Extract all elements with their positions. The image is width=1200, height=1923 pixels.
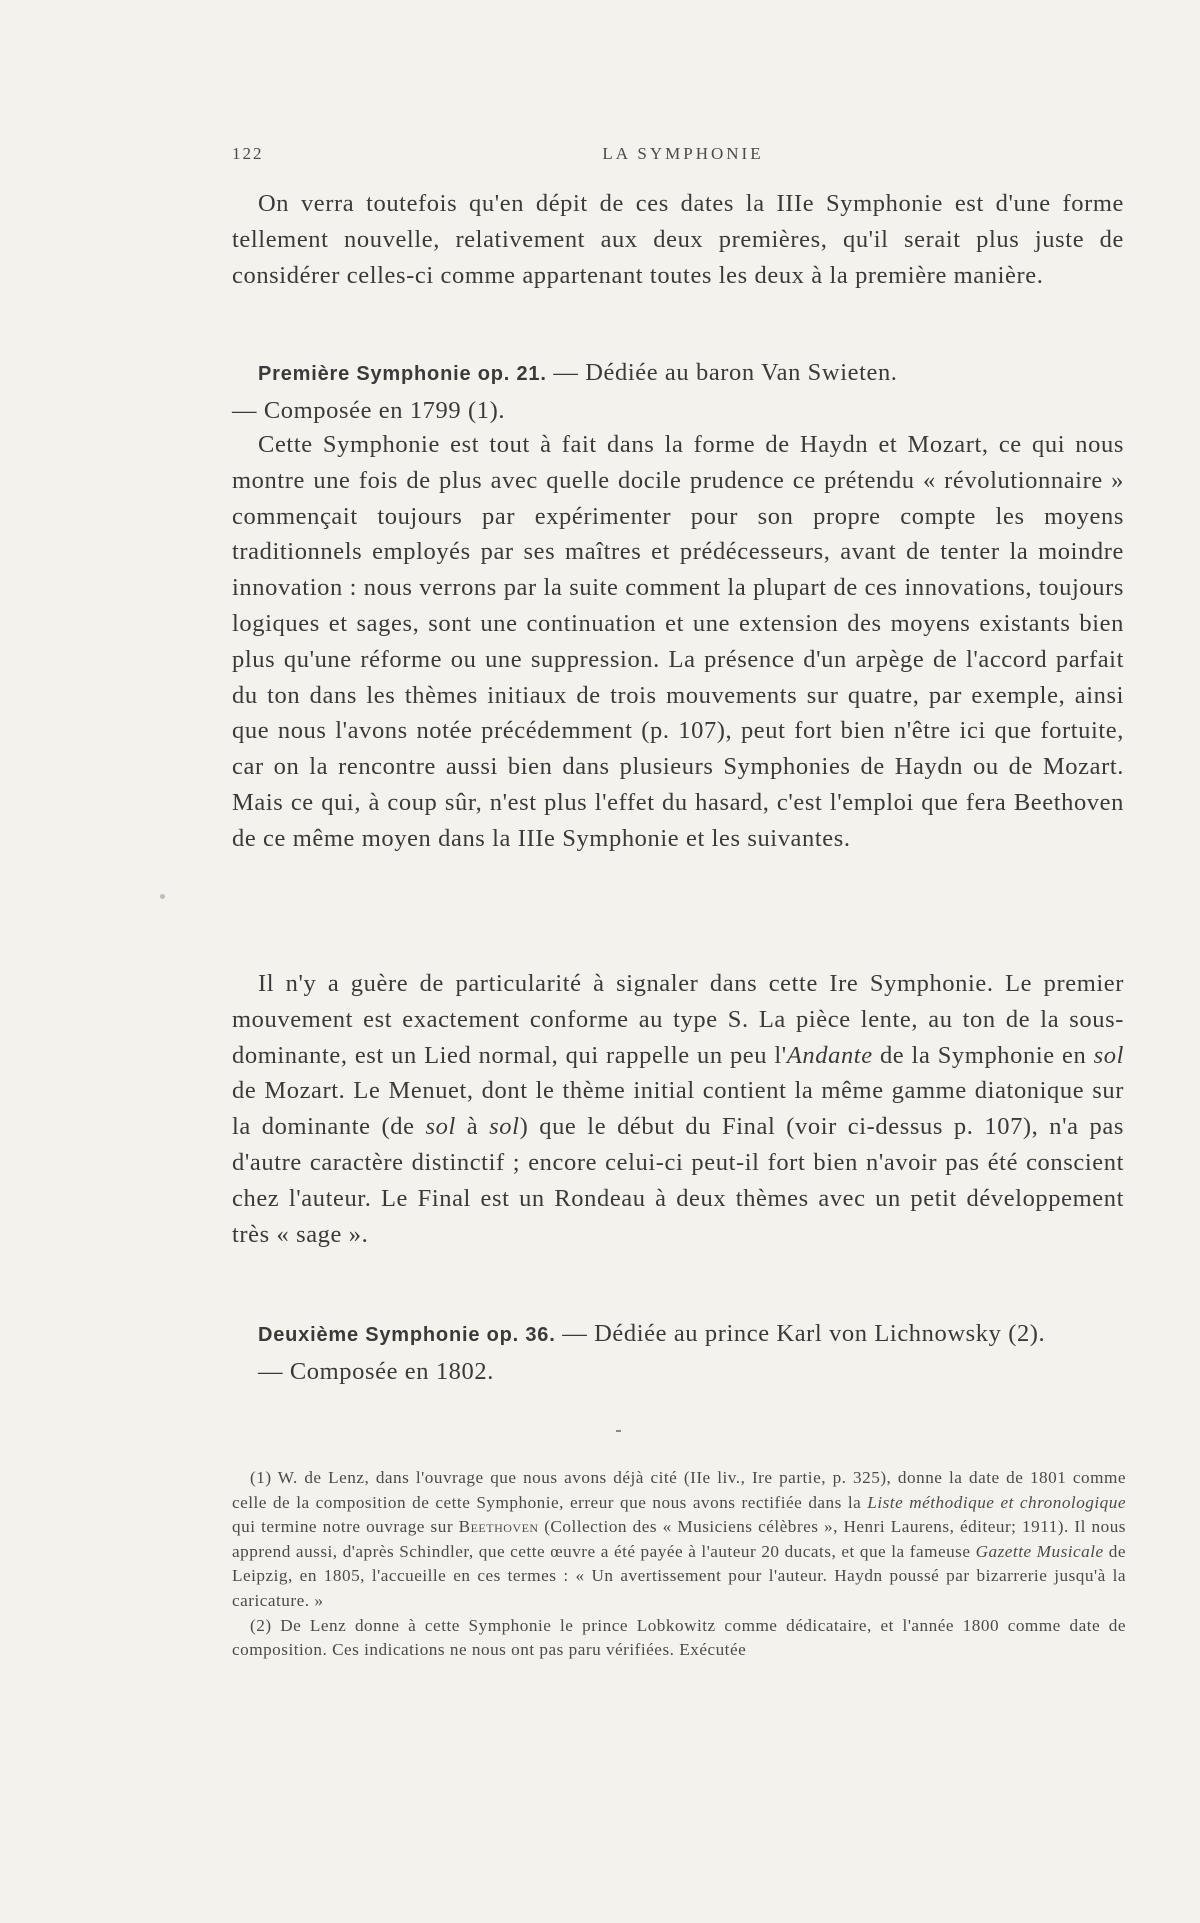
heading-line [232,355,1124,393]
small-caps-run: Beethoven [458,1517,539,1537]
footnote-separator [616,1430,621,1432]
section-heading-first-symphony [232,355,1124,429]
heading-dedication: — Dédiée au baron Van Swieten. [553,359,898,386]
paragraph-first-symphony [232,427,1124,857]
paragraph-text [232,966,1124,1252]
paragraph-text: On verra toutefois qu'en dépit de ces dates la IIIe Symphonie est d'une forme tellement nouvelle, relativement aux deux premières, qu'il serait plus juste de considérer celles-ci comme appartenant toutes les deux à la première manière. [232,190,1124,289]
text-run: à [455,1113,490,1141]
heading-title: Première Symphonie op. 21. [258,363,547,385]
heading-composed: — Composée en 1802. [258,1357,494,1385]
italic-run: sol [1093,1041,1124,1069]
running-header [232,144,1134,166]
heading-line [232,1316,1124,1354]
paragraph-text: Cette Symphonie est tout à fait dans la forme de Haydn et Mozart, ce qui nous montre une fois de plus avec quelle docile prudence ce prétendu « révolutionnaire » commençait toujours par expérimenter pour son propre compte les moyens traditionnels employés par ses maîtres et prédécesseurs, avant de tenter la moindre innovation : nous verrons par la suite comment la plupart de ces innovations, toujours logiques et sages, sont une continuation et une extension des moyens existants bien plus qu'une réforme ou une suppression. La présence d'un arpège de l'accord parfait du ton dans les thèmes initiaux de trois mouvements sur quatre, par exemple, ainsi que nous l'avons notée précédemment (p. 107), peut fort bien n'être ici que fortuite, car on la rencontre aussi bien dans plusieurs Symphonies de Haydn ou de Mozart. Mais ce qui, à coup sûr, n'est plus l'effet du hasard, c'est l'emploi que fera Beethoven de ce même moyen dans la IIIe Symphonie et les suivantes. [232,431,1124,852]
italic-run: Gazette Musicale [975,1541,1104,1561]
heading-dedication: — Dédiée au prince Karl von Lichnowsky (2). [562,1320,1046,1347]
paragraph-first-symphony-details [232,966,1124,1252]
text-run: de Mozart. Le Menuet, dont le thème initial contient la même gamme diatonique sur la dominante (de [232,1077,1124,1141]
heading-composed: — Composée en 1799 (1). [232,396,506,424]
footnotes [232,1466,1126,1663]
footnote-1 [232,1466,1126,1614]
page-number: 122 [232,144,264,163]
section-heading-second-symphony [232,1316,1124,1390]
text-run: de Leipzig, en 1805, l'accueille en ces termes : « Un avertissement pour l'auteur. Haydn poussé par bizarrerie jusqu'à la caricature. » [232,1541,1126,1610]
heading-title: Deuxième Symphonie op. 36. [258,1324,556,1346]
paragraph-intro [232,186,1124,293]
margin-speck [160,894,165,899]
text-run: (Collection des « Musiciens célèbres », Henri Laurens, éditeur; 1911). Il nous apprend aussi, d'après Schindler, que cette œuvre a été payée à l'auteur 20 ducats, et que la fameuse [232,1517,1126,1561]
text-run: de la Symphonie en [872,1041,1094,1069]
italic-run: sol [425,1113,456,1141]
footnote-2: (2) De Lenz donne à cette Symphonie le prince Lobkowitz comme dédicataire, et l'année 1800 comme date de composition. Ces indications ne nous ont pas paru vérifiées. Exécutée [232,1615,1126,1660]
italic-run: Liste méthodique et chronologique [867,1492,1126,1512]
text-run: qui termine notre ouvrage sur [232,1517,459,1537]
text-run: (1) W. de Lenz, dans l'ouvrage que nous avons déjà cité (IIe liv., Ire partie, p. 325), donne la date de 1801 comme celle de la composition de cette Symphonie, erreur que nous avons rectifiée dans la [232,1468,1126,1512]
text-run: Il n'y a guère de particularité à signaler dans cette Ire Symphonie. Le premier mouvement est exactement conforme au type S. La pièce lente, au ton de la sous-dominante, est un Lied normal, qui rappelle un peu l' [232,970,1124,1069]
text-run: ) que le début du Final (voir ci-dessus p. 107), n'a pas d'autre caractère distinctif ; encore celui-ci peut-il fort bien n'avoir pas été conscient chez l'auteur. Le Final est un Rondeau à deux thèmes avec un petit développement très « sage ». [232,1113,1124,1248]
italic-run: Andante [786,1041,873,1069]
italic-run: sol [489,1113,520,1141]
running-title: LA SYMPHONIE [602,144,764,163]
